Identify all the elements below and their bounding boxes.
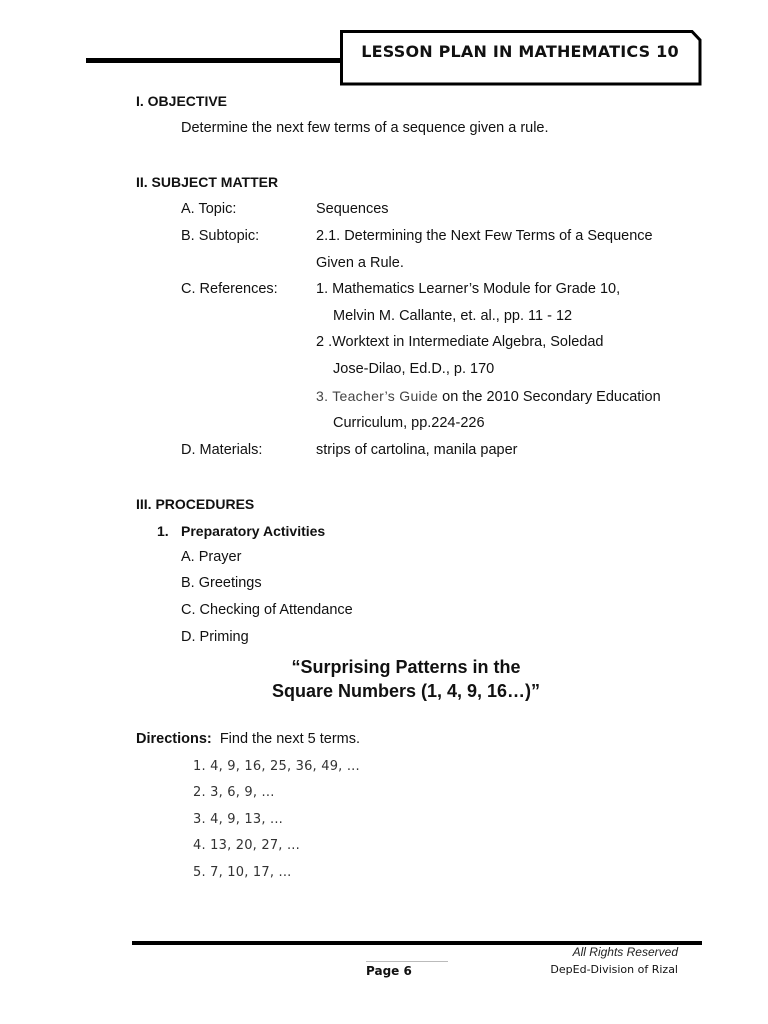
reference-1-line-1: 1. Mathematics Learner’s Module for Grade 10, [316,281,621,297]
reference-3-rest: on the 2010 Secondary Education [438,389,661,405]
subject-matter-heading: II. SUBJECT MATTER [136,174,279,190]
references-label: C. References: [181,281,278,297]
directions-label: Directions: [136,731,212,747]
page-number: Page 6 [366,964,412,978]
procedure-item-prayer: A. Prayer [181,549,242,565]
topic-label: A. Topic: [181,201,237,217]
reference-1-line-2: Melvin M. Callante, et. al., pp. 11 - 12 [333,308,573,324]
header-title-box [340,30,700,84]
pattern-title-line-2: Square Numbers (1, 4, 9, 16…)” [271,681,541,701]
preparatory-heading: Preparatory Activities [181,523,326,539]
sequence-item-4: 4. 13, 20, 27, ... [193,838,300,853]
procedure-item-priming: D. Priming [181,629,249,645]
reference-2-line-2: Jose-Dilao, Ed.D., p. 170 [333,361,495,377]
subtopic-line-2: Given a Rule. [316,255,404,271]
sequence-item-1: 1. 4, 9, 16, 25, 36, 49, ... [193,759,360,774]
materials-label: D. Materials: [181,442,263,458]
sequence-item-2: 2. 3, 6, 9, ... [193,785,275,800]
sequence-item-3: 3. 4, 9, 13, ... [193,812,284,827]
topic-value: Sequences [316,201,389,217]
pattern-title-line-1: “Surprising Patterns in the [291,657,521,677]
reference-2-line-1: 2 .Worktext in Intermediate Algebra, Soledad [316,334,604,350]
reference-3-line-2: Curriculum, pp.224-226 [333,415,485,431]
footer-division: DepEd-Division of Rizal [550,963,678,976]
materials-value: strips of cartolina, manila paper [316,442,518,458]
directions-text: Find the next 5 terms. [219,731,361,747]
subtopic-label: B. Subtopic: [181,228,260,244]
objective-text: Determine the next few terms of a sequence given a rule. [181,120,549,136]
objective-heading: I. OBJECTIVE [136,93,228,109]
procedure-item-attendance: C. Checking of Attendance [181,602,353,618]
pattern-title [186,655,626,703]
sequence-item-5: 5. 7, 10, 17, ... [193,865,292,880]
procedures-heading: III. PROCEDURES [136,496,255,512]
footer-rights: All Rights Reserved [572,945,678,959]
preparatory-number: 1. [157,523,169,539]
directions [136,731,360,747]
subtopic-line-1: 2.1. Determining the Next Few Terms of a Sequence [316,228,653,244]
footer-divider [366,961,448,962]
reference-3-prefix: 3. Teacher’s Guide [316,388,439,404]
page-title: LESSON PLAN IN MATHEMATICS 10 [361,42,679,61]
reference-3-line-1 [316,388,661,405]
procedure-item-greetings: B. Greetings [181,575,262,591]
